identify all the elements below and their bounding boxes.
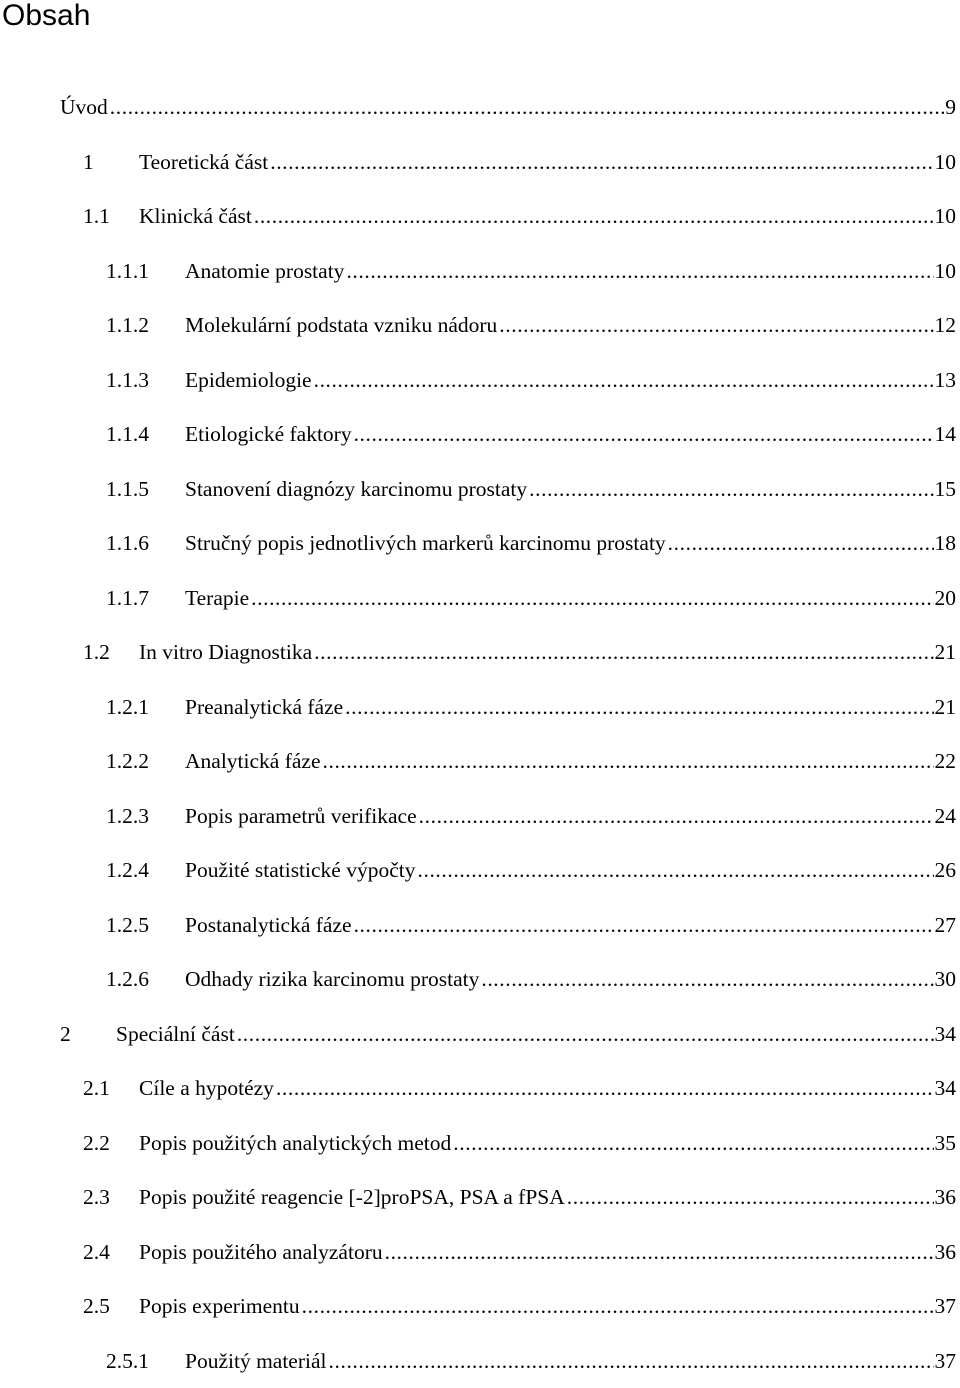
toc-entry-title: Stručný popis jednotlivých markerů karcinomu prostaty	[185, 529, 666, 557]
toc-entry-page: 35	[935, 1129, 957, 1157]
toc-entry-page: 36	[935, 1238, 957, 1266]
toc-entry-number: 1	[83, 148, 139, 176]
toc-entry-title: Preanalytická fáze	[185, 693, 343, 721]
toc-dot-leader	[419, 802, 934, 830]
toc-entry-page: 13	[935, 366, 957, 394]
toc-entry-title: Terapie	[185, 584, 249, 612]
toc-entry-page: 21	[935, 638, 957, 666]
toc-entry-number: 2.5.1	[106, 1347, 185, 1375]
table-of-contents	[0, 80, 960, 1388]
toc-entry-number: 2	[60, 1020, 116, 1048]
page-title: Obsah	[2, 0, 90, 36]
toc-entry-page: 34	[935, 1020, 957, 1048]
toc-dot-leader	[453, 1129, 933, 1157]
toc-entry-page: 21	[935, 693, 957, 721]
toc-entry-1-2-4[interactable]	[0, 843, 960, 898]
toc-entry-title: Použitý materiál	[185, 1347, 327, 1375]
toc-entry-2[interactable]	[0, 1007, 960, 1062]
toc-dot-leader	[345, 693, 933, 721]
toc-entry-page: 18	[935, 529, 957, 557]
toc-dot-leader	[314, 366, 934, 394]
toc-dot-leader	[529, 475, 933, 503]
toc-entry-title: Použité statistické výpočty	[185, 856, 416, 884]
toc-entry-2-3[interactable]	[0, 1170, 960, 1225]
toc-entry-1-1-7[interactable]	[0, 571, 960, 626]
toc-entry-1-1-2[interactable]	[0, 298, 960, 353]
toc-entry-number: 1.2.2	[106, 747, 185, 775]
toc-entry-1-2[interactable]	[0, 625, 960, 680]
toc-dot-leader	[314, 638, 933, 666]
toc-entry-title: In vitro Diagnostika	[139, 638, 312, 666]
toc-entry-2-1[interactable]	[0, 1061, 960, 1116]
toc-entry-title: Klinická část	[139, 202, 252, 230]
toc-dot-leader	[276, 1074, 934, 1102]
toc-dot-leader	[323, 747, 934, 775]
toc-entry-number: 1.2.1	[106, 693, 185, 721]
toc-entry-page: 27	[935, 911, 957, 939]
toc-dot-leader	[499, 311, 933, 339]
toc-entry-page: 37	[935, 1292, 957, 1320]
toc-entry-intro[interactable]	[0, 80, 960, 135]
toc-dot-leader	[418, 856, 934, 884]
toc-entry-number: 1.2.6	[106, 965, 185, 993]
toc-entry-page: 36	[935, 1183, 957, 1211]
toc-entry-title: Etiologické faktory	[185, 420, 352, 448]
toc-entry-page: 26	[935, 856, 957, 884]
toc-dot-leader	[302, 1292, 934, 1320]
toc-dot-leader	[668, 529, 934, 557]
toc-entry-2-2[interactable]	[0, 1116, 960, 1171]
toc-dot-leader	[329, 1347, 934, 1375]
toc-dot-leader	[567, 1183, 934, 1211]
toc-entry-title: Popis experimentu	[139, 1292, 300, 1320]
toc-entry-number: 2.2	[83, 1129, 139, 1157]
toc-entry-number: 2.4	[83, 1238, 139, 1266]
toc-entry-1-2-6[interactable]	[0, 952, 960, 1007]
toc-entry-page: 12	[935, 311, 957, 339]
toc-entry-number: 2.5	[83, 1292, 139, 1320]
toc-entry-title: Popis parametrů verifikace	[185, 802, 417, 830]
toc-entry-1-2-2[interactable]	[0, 734, 960, 789]
toc-dot-leader	[110, 93, 944, 121]
toc-entry-page: 14	[935, 420, 957, 448]
toc-entry-number: 2.3	[83, 1183, 139, 1211]
toc-entry-title: Anatomie prostaty	[185, 257, 344, 285]
toc-entry-number: 1.1.5	[106, 475, 185, 503]
toc-entry-title: Popis použité reagencie [-2]proPSA, PSA a fPSA	[139, 1183, 565, 1211]
toc-entry-1-2-5[interactable]	[0, 898, 960, 953]
toc-entry-page: 22	[935, 747, 957, 775]
toc-entry-page: 34	[935, 1074, 957, 1102]
toc-dot-leader	[481, 965, 933, 993]
toc-entry-number: 1.2.3	[106, 802, 185, 830]
toc-entry-page: 20	[935, 584, 957, 612]
toc-dot-leader	[346, 257, 933, 285]
toc-entry-title: Analytická fáze	[185, 747, 321, 775]
toc-entry-number: 1.1.1	[106, 257, 185, 285]
toc-entry-page: 10	[935, 257, 957, 285]
toc-entry-number: 1.1.3	[106, 366, 185, 394]
toc-entry-1-1-1[interactable]	[0, 244, 960, 299]
toc-entry-title: Postanalytická fáze	[185, 911, 352, 939]
toc-entry-title: Teoretická část	[139, 148, 268, 176]
toc-entry-number: 1.1	[83, 202, 139, 230]
toc-dot-leader	[251, 584, 933, 612]
toc-entry-1[interactable]	[0, 135, 960, 190]
toc-entry-page: 24	[935, 802, 957, 830]
toc-entry-1-1-5[interactable]	[0, 462, 960, 517]
toc-entry-page: 10	[935, 148, 957, 176]
toc-entry-page: 10	[935, 202, 957, 230]
toc-dot-leader	[270, 148, 933, 176]
toc-entry-1-2-1[interactable]	[0, 680, 960, 735]
toc-entry-1-1-4[interactable]	[0, 407, 960, 462]
toc-entry-number: 1.1.4	[106, 420, 185, 448]
toc-entry-1-1-6[interactable]	[0, 516, 960, 571]
toc-entry-page: 30	[935, 965, 957, 993]
toc-entry-1-2-3[interactable]	[0, 789, 960, 844]
toc-entry-1-1[interactable]	[0, 189, 960, 244]
toc-entry-1-1-3[interactable]	[0, 353, 960, 408]
toc-entry-2-4[interactable]	[0, 1225, 960, 1280]
toc-entry-title: Úvod	[60, 93, 108, 121]
toc-entry-title: Popis použitých analytických metod	[139, 1129, 451, 1157]
toc-entry-title: Epidemiologie	[185, 366, 312, 394]
toc-dot-leader	[354, 420, 934, 448]
toc-entry-title: Speciální část	[116, 1020, 235, 1048]
toc-dot-leader	[385, 1238, 934, 1266]
toc-entry-title: Stanovení diagnózy karcinomu prostaty	[185, 475, 527, 503]
toc-entry-page: 15	[935, 475, 957, 503]
toc-entry-number: 2.1	[83, 1074, 139, 1102]
toc-entry-page: 9	[945, 93, 956, 121]
toc-dot-leader	[237, 1020, 934, 1048]
toc-entry-number: 1.1.2	[106, 311, 185, 339]
toc-entry-2-5[interactable]	[0, 1279, 960, 1334]
toc-entry-number: 1.2.4	[106, 856, 185, 884]
toc-dot-leader	[254, 202, 934, 230]
toc-dot-leader	[354, 911, 934, 939]
toc-entry-title: Odhady rizika karcinomu prostaty	[185, 965, 479, 993]
toc-entry-number: 1.1.7	[106, 584, 185, 612]
toc-entry-title: Molekulární podstata vzniku nádoru	[185, 311, 497, 339]
toc-entry-page: 37	[935, 1347, 957, 1375]
toc-entry-2-5-1[interactable]	[0, 1334, 960, 1388]
toc-entry-title: Cíle a hypotézy	[139, 1074, 274, 1102]
toc-entry-number: 1.2.5	[106, 911, 185, 939]
toc-entry-number: 1.1.6	[106, 529, 185, 557]
toc-entry-number: 1.2	[83, 638, 139, 666]
toc-entry-title: Popis použitého analyzátoru	[139, 1238, 383, 1266]
